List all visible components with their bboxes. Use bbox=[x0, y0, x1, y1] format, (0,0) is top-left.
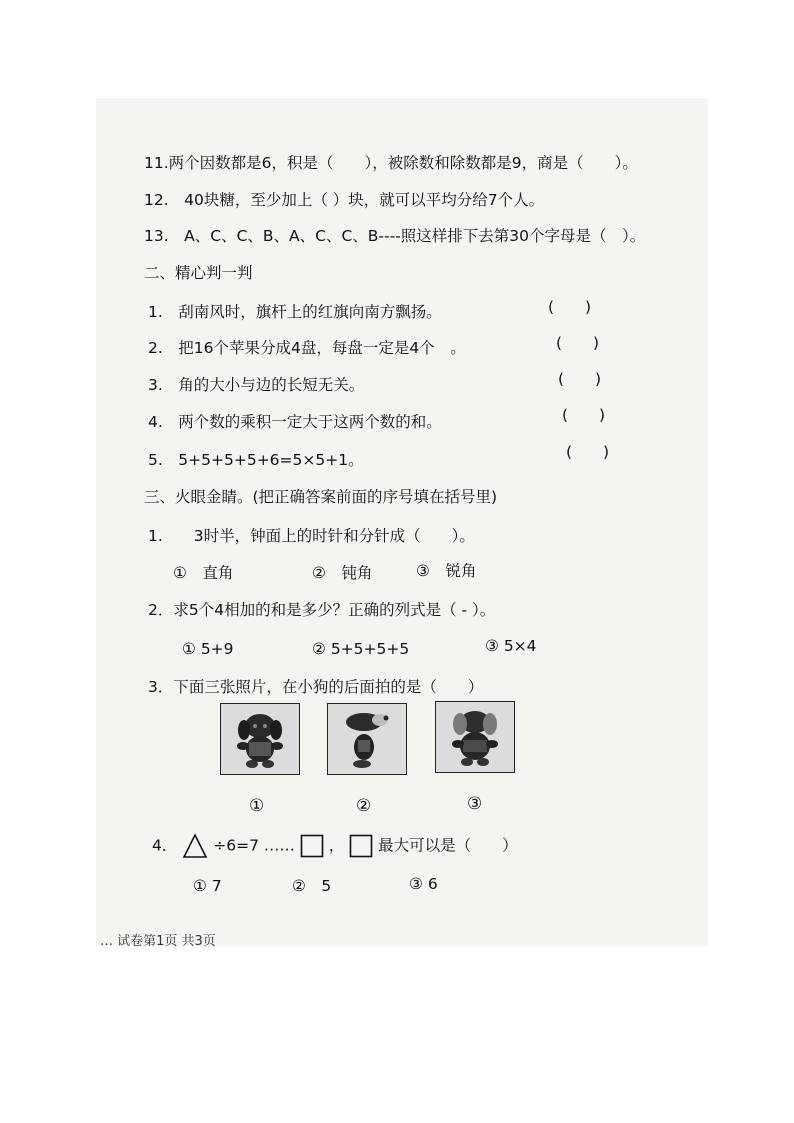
judge-item-4: 4. 两个数的乘积一定大于这两个数的和。 bbox=[148, 413, 442, 431]
choice-q4-option-3[interactable]: ③ 6 bbox=[409, 875, 438, 893]
photo-label-2[interactable]: ② bbox=[356, 796, 372, 816]
judge-item-2: 2. 把16个苹果分成4盘，每盘一定是4个 。 bbox=[148, 339, 466, 357]
choice-q2-option-2[interactable]: ② 5+5+5+5 bbox=[312, 640, 410, 658]
question-11: 11.两个因数都是6，积是（ ），被除数和除数都是9，商是（ ）。 bbox=[144, 154, 638, 172]
q4-division: ÷6=7 …… bbox=[213, 836, 295, 855]
photo-dog-front bbox=[220, 703, 300, 775]
q4-tail: 最大可以是（ ） bbox=[378, 836, 518, 855]
choice-q4-stem bbox=[152, 833, 518, 859]
section-2-title: 二、精心判一判 bbox=[144, 264, 253, 282]
question-13: 13. A、C、C、B、A、C、C、B----照这样排下去第30个字母是（ ）。 bbox=[144, 227, 646, 245]
question-12: 12. 40块糖，至少加上（ ）块，就可以平均分给7个人。 bbox=[144, 191, 545, 209]
square-icon bbox=[300, 834, 324, 858]
choice-q2-option-1[interactable]: ① 5+9 bbox=[182, 640, 234, 658]
choice-q1-option-2[interactable]: ② 钝角 bbox=[312, 564, 373, 582]
judge-answer-4[interactable]: ( ) bbox=[562, 406, 606, 424]
page-footer: … 试卷第1页 共3页 bbox=[100, 934, 216, 949]
choice-q1-option-3[interactable]: ③ 锐角 bbox=[416, 562, 477, 580]
choice-q2-option-3[interactable]: ③ 5×4 bbox=[485, 637, 537, 655]
judge-answer-5[interactable]: ( ) bbox=[566, 443, 610, 461]
q4-number: 4． bbox=[152, 836, 178, 855]
judge-item-1: 1. 刮南风时，旗杆上的红旗向南方飘扬。 bbox=[148, 303, 442, 321]
square-icon bbox=[349, 834, 373, 858]
choice-q4-option-1[interactable]: ① 7 bbox=[193, 877, 222, 895]
choice-q2-stem: 2．求5个4相加的和是多少？正确的列式是（ - ）。 bbox=[148, 601, 496, 619]
judge-answer-1[interactable]: ( ) bbox=[548, 298, 592, 316]
photo-label-3[interactable]: ③ bbox=[467, 794, 483, 814]
photo-dog-side bbox=[327, 703, 407, 775]
choice-q4-option-2[interactable]: ② 5 bbox=[292, 877, 332, 895]
photo-label-1[interactable]: ① bbox=[249, 796, 265, 816]
choice-q1-stem: 1. 3时半，钟面上的时针和分针成（ ）。 bbox=[148, 527, 475, 545]
judge-item-3: 3. 角的大小与边的长短无关。 bbox=[148, 376, 365, 394]
triangle-icon bbox=[182, 833, 208, 859]
section-3-title: 三、火眼金睛。(把正确答案前面的序号填在括号里) bbox=[144, 488, 498, 506]
q4-comma: ， bbox=[328, 836, 345, 855]
judge-item-5: 5. 5+5+5+5+6=5×5+1。 bbox=[148, 451, 364, 469]
dog-back-image bbox=[436, 702, 514, 772]
dog-side-image bbox=[328, 704, 406, 774]
dog-front-image bbox=[221, 704, 299, 774]
choice-q3-stem: 3．下面三张照片，在小狗的后面拍的是（ ） bbox=[148, 678, 484, 696]
judge-answer-2[interactable]: ( ) bbox=[556, 334, 600, 352]
judge-answer-3[interactable]: ( ) bbox=[558, 370, 602, 388]
photo-dog-back bbox=[435, 701, 515, 773]
choice-q1-option-1[interactable]: ① 直角 bbox=[173, 564, 234, 582]
